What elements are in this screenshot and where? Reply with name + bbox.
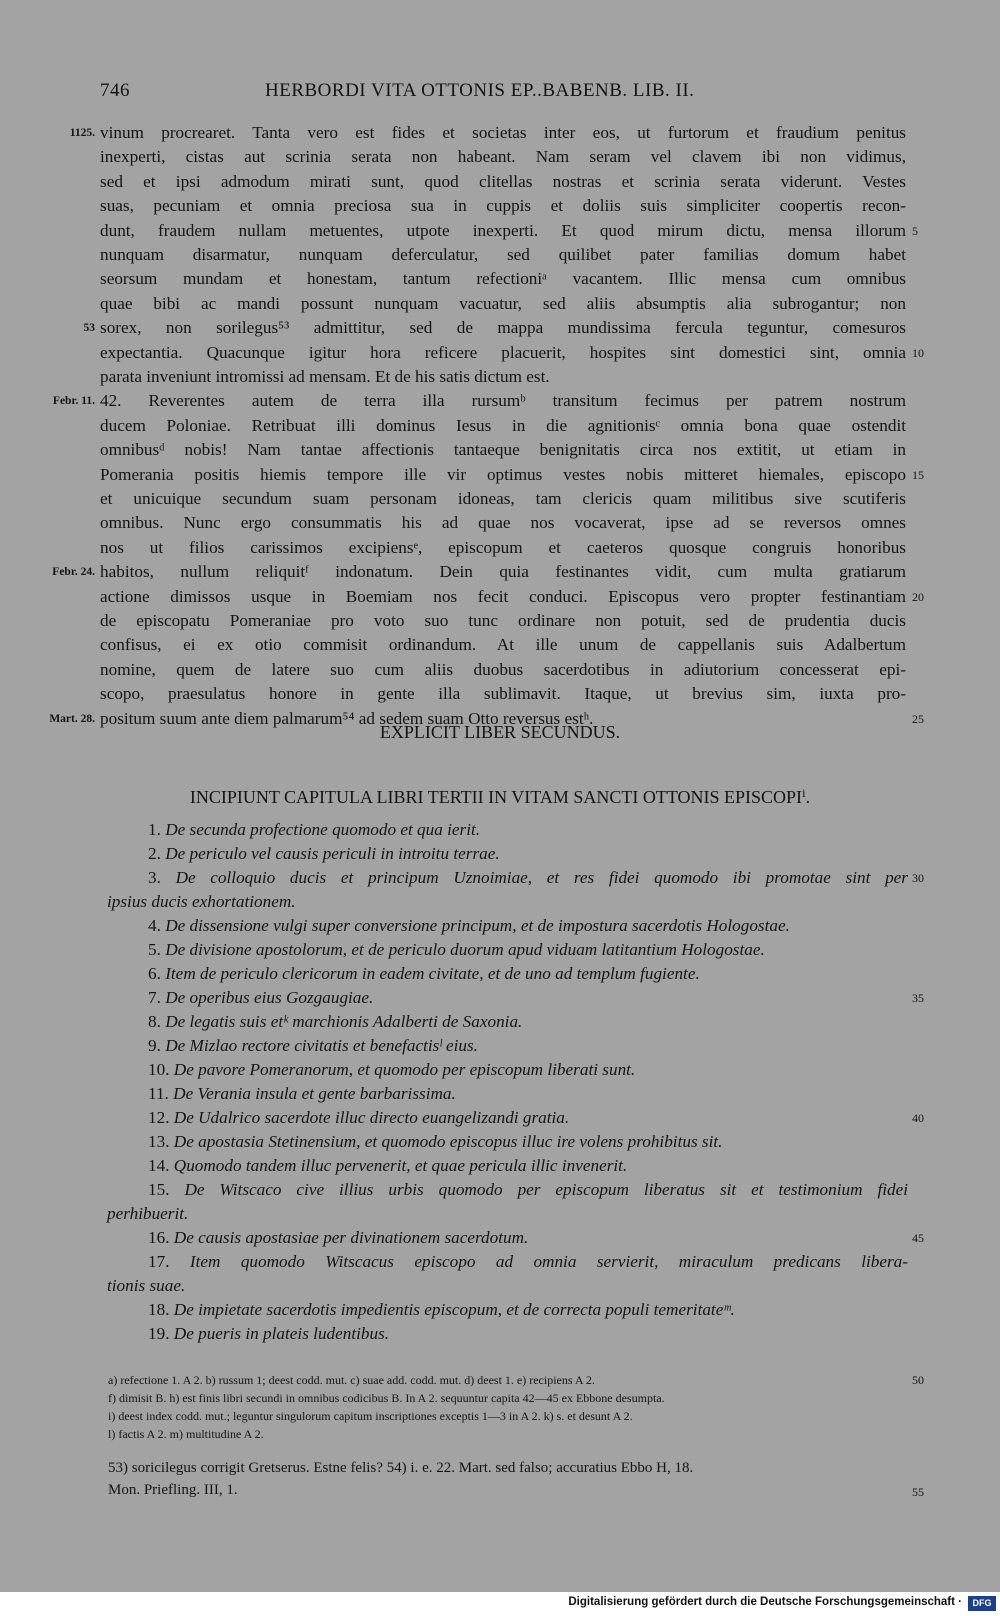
- chapter-number: 16.: [148, 1228, 170, 1247]
- chapter-title-continuation: perhibuerit.: [107, 1204, 189, 1223]
- explicit-heading: EXPLICIT LIBER SECUNDUS.: [379, 722, 621, 742]
- chapter-title: Quomodo tandem illuc pervenerit, et quae pericula illic invenerit.: [173, 1156, 628, 1175]
- line-number: 55: [912, 1485, 924, 1499]
- text-line: expectantia. Quacunque igitur hora reficere placuerit, hospites sint domestici sint, omnia: [100, 342, 906, 362]
- chapter-title: De dissensione vulgi super conversione principum, et de impostura sacerdotis Hologostae.: [165, 916, 790, 935]
- chapter-number: 10.: [148, 1060, 170, 1079]
- chapter-title-continuation: ipsius ducis exhortationem.: [107, 892, 296, 911]
- chapter-item: [148, 1082, 908, 1106]
- text-line: inexperti, cistas aut scrinia serata non habeant. Nam seram vel clavem ibi non vidimus,: [100, 147, 906, 167]
- chapter-item: [148, 842, 908, 866]
- text-line: nunquam disarmatur, nunquam deferculatur, sed quilibet pater familias domum habet: [100, 245, 906, 264]
- text-line: 42. Reverentes autem de terra illa rursumᵇ transitum fecimus per patrem nostrum: [100, 391, 906, 411]
- chapter-title: De colloquio ducis et principum Uznoimiae, et res fidei quomodo ibi promotae sint per: [175, 868, 908, 887]
- chapter-number: 9.: [148, 1036, 161, 1055]
- footer-credit: Digitalisierung gefördert durch die Deutsche Forschungsgemeinschaft ·: [568, 1596, 962, 1608]
- chapter-item: [148, 962, 908, 986]
- chapter-title: De causis apostasiae per divinationem sacerdotum.: [173, 1228, 529, 1247]
- text-line: nomine, quem de latere suo cum aliis duobus sacerdotibus in adiutorium concesserat epi-: [100, 659, 906, 679]
- chapter-number: 13.: [148, 1132, 170, 1151]
- chapter-item: [148, 1298, 908, 1322]
- text-line: sed et ipsi admodum mirati sunt, quod clitellas nostras et scrinia serata viderunt. Vestes: [100, 171, 906, 191]
- text-line: quae bibi ac mandi possunt nunquam vacuatur, sed aliis absumptis alia subrogantur; non: [100, 293, 906, 313]
- chapter-number: 6.: [148, 964, 161, 983]
- chapter-title: De operibus eius Gozgaugiae.: [165, 988, 374, 1007]
- chapter-item-continuation: [107, 890, 296, 914]
- chapter-number: 5.: [148, 940, 161, 959]
- chapter-title: De divisione apostolorum, et de periculo duorum apud viduam latitantium Hologostae.: [165, 940, 765, 959]
- text-line: habitos, nullum reliquitᶠ indonatum. Dein quia festinantes vidit, cum multa gratiarum: [100, 562, 906, 582]
- chapter-title: De pueris in plateis ludentibus.: [173, 1324, 390, 1343]
- incipit-heading: INCIPIUNT CAPITULA LIBRI TERTII IN VITAM SANCTI OTTONIS EPISCOPIⁱ.: [189, 787, 811, 807]
- chapter-number: 11.: [148, 1084, 169, 1103]
- chapter-number: 2.: [148, 844, 161, 863]
- chapter-number: 1.: [148, 820, 161, 839]
- chapter-item-continuation: [107, 1202, 188, 1226]
- text-line: Pomerania positis hiemis tempore ille vir optimus vestes nobis mitteret hiemales, episcopo: [100, 464, 906, 484]
- chapter-title-continuation: tionis suae.: [107, 1276, 186, 1295]
- chapter-number: 12.: [148, 1108, 170, 1127]
- margin-date: 1125.: [69, 127, 95, 139]
- running-head: HERBORDI VITA OTTONIS EP..BABENB. LIB. II.: [265, 80, 695, 101]
- chapter-number: 8.: [148, 1012, 161, 1031]
- line-number: 40: [912, 1111, 924, 1125]
- text-line: omnibusᵈ nobis! Nam tantae affectionis tantaeque benignitatis circa nos extitit, ut etiam in: [100, 440, 906, 460]
- line-number: 30: [912, 871, 924, 885]
- chapter-title: Item de periculo clericorum in eadem civitate, et de uno ad templum fugiente.: [165, 964, 700, 983]
- footnote-line: i) deest index codd. mut.; leguntur singulorum capitum inscriptiones exceptis 1—3 in A 2. k) s. et desunt A 2.: [108, 1409, 633, 1423]
- text-line: de episcopatu Pomeraniae pro voto suo tunc ordinare non potuit, sed de prudentia ducis: [100, 611, 906, 630]
- text-line: sorex, non sorilegus⁵³ admittitur, sed de mappa mundissima fercula teguntur, comesuros: [100, 318, 906, 338]
- chapter-item-continuation: [107, 1274, 185, 1298]
- chapter-title: De pavore Pomeranorum, et quomodo per episcopum liberati sunt.: [173, 1060, 636, 1079]
- line-number: 10: [912, 345, 924, 360]
- chapter-title: De Witscaco cive illius urbis quomodo per episcopum liberatus sit et testimonium fidei: [184, 1180, 909, 1199]
- margin-date: 53: [83, 322, 95, 335]
- text-line: suas, pecuniam et omnia preciosa sua in cuppis et doliis suis simpliciter coopertis recon-: [100, 196, 906, 216]
- chapter-title: De Udalrico sacerdote illuc directo euangelizandi gratia.: [173, 1108, 570, 1127]
- chapter-item: [148, 938, 908, 962]
- text-line: seorsum mundam et honestam, tantum refectioniᵃ vacantem. Illic mensa cum omnibus: [100, 269, 906, 289]
- line-number: 20: [912, 589, 924, 604]
- text-line: vinum procrearet. Tanta vero est fides et societas inter eos, ut furtorum et fraudium penitus: [100, 123, 906, 142]
- chapter-item: [148, 1130, 908, 1154]
- chapter-number: 15.: [148, 1180, 170, 1199]
- text-line: omnibus. Nunc ergo consummatis his ad quae nos vocaverat, ipse ad se reversos omnes: [100, 513, 906, 533]
- chapter-number: 14.: [148, 1156, 170, 1175]
- chapter-item: [148, 1226, 908, 1250]
- footer-bar: [0, 1592, 1000, 1616]
- text-line: parata inveniunt intromissi ad mensam. Et de his satis dictum est.: [100, 367, 550, 386]
- chapter-item: [148, 914, 908, 938]
- note-line: 53) soricilegus corrigit Gretserus. Estne felis? 54) i. e. 22. Mart. sed falso; accuratius Ebbo H, 18.: [108, 1460, 694, 1476]
- chapter-title: De Mizlao rectore civitatis et benefactisˡ eius.: [165, 1036, 478, 1055]
- text-line: positum suum ante diem palmarum⁵⁴ ad sedem suam Otto reversus estʰ.: [100, 708, 594, 728]
- footnote-line: l) factis A 2. m) multitudine A 2.: [108, 1427, 264, 1441]
- text-line: dunt, fraudem nullam metuentes, utpote inexperti. Et quod mirum dictu, mensa illorum: [100, 220, 906, 240]
- chapter-item: [148, 866, 908, 890]
- line-number: 5: [912, 223, 918, 238]
- chapter-item: [148, 986, 908, 1010]
- chapter-title: De secunda profectione quomodo et qua ierit.: [165, 820, 481, 839]
- chapter-item: [148, 1058, 908, 1082]
- chapter-number: 18.: [148, 1300, 170, 1319]
- chapter-item: [148, 1154, 908, 1178]
- text-line: scopo, praesulatus honore in gente illa sublimavit. Itaque, ut brevius sim, iuxta pro-: [100, 684, 906, 704]
- chapter-item: [148, 1322, 908, 1346]
- line-number: 45: [912, 1231, 924, 1245]
- footnote-line: f) dimisit B. h) est finis libri secundi in omnibus codicibus B. In A 2. sequuntur capita 42—45 ex Ebbone desumpta.: [108, 1391, 665, 1405]
- line-number: 50: [912, 1373, 924, 1387]
- chapter-number: 4.: [148, 916, 161, 935]
- chapter-title: De legatis suis etᵏ marchionis Adalberti de Saxonia.: [165, 1012, 523, 1031]
- line-number: 35: [912, 991, 924, 1005]
- margin-date: Febr. 24.: [52, 566, 95, 579]
- chapter-number: 19.: [148, 1324, 170, 1343]
- text-line: actione dimissos usque in Boemiam nos fecit conduci. Episcopus vero propter festinantiam: [100, 586, 906, 606]
- chapter-number: 7.: [148, 988, 161, 1007]
- page-number: 746: [100, 80, 130, 101]
- chapter-title: De impietate sacerdotis impedientis episcopum, et de correcta populi temeritateᵐ.: [173, 1300, 735, 1319]
- chapter-item: [148, 1010, 908, 1034]
- chapter-item: [148, 818, 908, 842]
- chapter-title: De apostasia Stetinensium, et quomodo episcopus illuc ire volens prohibitus sit.: [173, 1132, 723, 1151]
- chapter-item: [148, 1034, 908, 1058]
- text-line: confisus, ei ex otio commisit ordinandum. At ille unum de cappellanis suis Adalbertum: [100, 635, 906, 655]
- footnote-line: a) refectione 1. A 2. b) russum 1; deest codd. mut. c) suae add. codd. mut. d) deest 1. e) recipiens A 2.: [108, 1373, 595, 1387]
- line-number: 25: [912, 711, 924, 726]
- chapter-number: 17.: [148, 1252, 170, 1271]
- note-line: Mon. Priefling. III, 1.: [108, 1482, 238, 1498]
- chapter-title: De periculo vel causis periculi in introitu terrae.: [165, 844, 500, 863]
- chapter-title: Item quomodo Witscacus episcopo ad omnia servierit, miraculum predicans libera-: [189, 1252, 909, 1271]
- chapter-item: [148, 1106, 908, 1130]
- chapter-title: De Verania insula et gente barbarissima.: [173, 1084, 456, 1103]
- dfg-logo: DFG: [968, 1596, 996, 1611]
- margin-date: Mart. 28.: [49, 712, 95, 725]
- chapter-item: [148, 1178, 908, 1202]
- margin-date: Febr. 11.: [52, 395, 95, 408]
- chapter-number: 3.: [148, 868, 161, 887]
- text-line: nos ut filios carissimos excipiensᵉ, episcopum et caeteros quosque congruis honoribus: [100, 537, 906, 557]
- text-line: ducem Poloniae. Retribuat illi dominus Iesus in die agnitionisᶜ omnia bona quae ostendit: [100, 415, 906, 435]
- line-number: 15: [912, 467, 924, 482]
- chapter-item: [148, 1250, 908, 1274]
- text-line: et unicuique secundum suam personam idoneas, tam clericis quam militibus sive scutiferis: [100, 489, 906, 508]
